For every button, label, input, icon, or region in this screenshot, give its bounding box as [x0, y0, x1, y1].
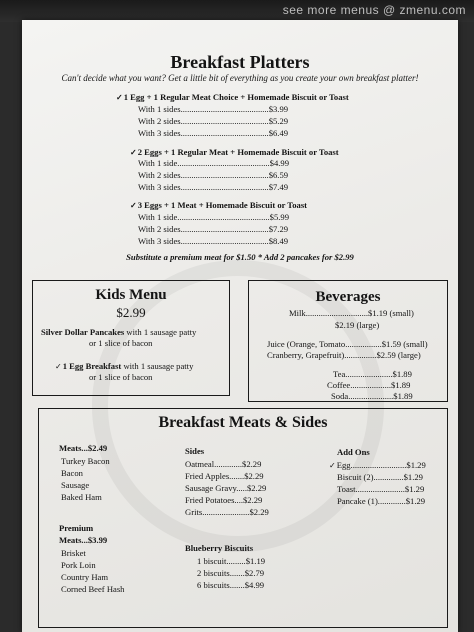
addons-heading: Add Ons — [337, 447, 370, 457]
platter-heading-2: ✓2 Eggs + 1 Regular Meat + Homemade Biscuit or Toast — [130, 147, 339, 157]
beverage-tea: Tea......................$1.89 — [333, 369, 412, 379]
checkmark-icon: ✓ — [130, 148, 137, 157]
checkmark-icon: ✓ — [55, 362, 62, 371]
kids-item-1-option: or 1 slice of bacon — [89, 338, 153, 348]
premium-heading: Premium — [59, 523, 94, 533]
beverage-coffee: Coffee...................$1.89 — [327, 380, 411, 390]
platter-option: With 1 side...........................................$4.99 — [138, 158, 289, 168]
platter-option: With 3 sides.........................................$6.49 — [138, 128, 289, 138]
biscuit-item: 6 biscuits.......$4.99 — [197, 580, 265, 590]
side-item: Oatmeal.............$2.29 — [185, 459, 262, 469]
beverages-title: Beverages — [315, 289, 381, 305]
menu-page — [22, 20, 458, 632]
beverage-milk-large: $2.19 (large) — [335, 320, 380, 330]
side-item: Fried Apples.......$2.29 — [185, 471, 264, 481]
platter-option: With 3 sides.........................................$7.49 — [138, 182, 289, 192]
kids-item-1: Silver Dollar Pancakes with 1 sausage patty — [41, 327, 197, 337]
beverages-box — [248, 280, 448, 402]
meats-heading: Meats...$2.49 — [59, 443, 108, 453]
side-item: Fried Potatoes....$2.29 — [185, 495, 263, 505]
platter-heading-1: ✓1 Egg + 1 Regular Meat Choice + Homemade Biscuit or Toast — [116, 92, 349, 102]
premium-item: Corned Beef Hash — [61, 584, 125, 594]
platter-heading-3: ✓3 Eggs + 1 Meat + Homemade Biscuit or Toast — [130, 200, 308, 210]
checkmark-icon: ✓ — [329, 461, 336, 470]
platter-option: With 3 sides.........................................$8.49 — [138, 236, 289, 246]
addon-item: Biscuit (2)..............$1.29 — [337, 472, 423, 482]
biscuits-heading: Blueberry Biscuits — [185, 543, 254, 553]
platter-option: With 1 sides.........................................$3.99 — [138, 104, 289, 114]
meat-item: Turkey Bacon — [61, 456, 110, 466]
platters-note: Substitute a premium meat for $1.50 * Add 2 pancakes for $2.99 — [126, 252, 354, 262]
checkmark-icon: ✓ — [116, 93, 123, 102]
meats-sides-title: Breakfast Meats & Sides — [158, 414, 328, 431]
top-bar — [0, 0, 474, 22]
beverage-juice: Juice (Orange, Tomato.................$1.59 (small) — [267, 339, 428, 349]
sides-heading: Sides — [185, 446, 205, 456]
addon-item: ✓Egg..........................$1.29 — [329, 460, 426, 470]
kids-item-2: ✓1 Egg Breakfast with 1 sausage patty — [55, 361, 194, 371]
watermark: see more menus @ zmenu.com — [282, 3, 466, 17]
biscuit-item: 2 biscuits.......$2.79 — [197, 568, 265, 578]
meat-item: Sausage — [61, 480, 90, 490]
beverage-milk: Milk.............................$1.19 (small) — [289, 308, 414, 318]
platter-option: With 2 sides.........................................$7.29 — [138, 224, 289, 234]
side-item: Grits......................$2.29 — [185, 507, 269, 517]
premium-item: Pork Loin — [61, 560, 96, 570]
beverage-cranberry: Cranberry, Grapefruit)...............$2.59 (large) — [267, 350, 421, 360]
addon-item: Pancake (1).............$1.29 — [337, 496, 426, 506]
platter-option: With 2 sides.........................................$6.59 — [138, 170, 289, 180]
premium-heading-price: Meats...$3.99 — [59, 535, 108, 545]
platter-option: With 1 side...........................................$5.99 — [138, 212, 289, 222]
kids-item-2-option: or 1 slice of bacon — [89, 372, 153, 382]
platters-title: Breakfast Platters — [170, 52, 310, 72]
premium-item: Brisket — [61, 548, 86, 558]
platters-subtitle: Can't decide what you want? Get a little bit of everything as you create your own breakfast platter! — [61, 73, 419, 83]
side-item: Sausage Gravy.....$2.29 — [185, 483, 267, 493]
beverage-soda: Soda.....................$1.89 — [331, 391, 413, 401]
biscuit-item: 1 biscuit.........$1.19 — [197, 556, 266, 566]
meat-item: Baked Ham — [61, 492, 102, 502]
platter-option: With 2 sides.........................................$5.29 — [138, 116, 289, 126]
checkmark-icon: ✓ — [130, 201, 137, 210]
meat-item: Bacon — [61, 468, 83, 478]
premium-item: Country Ham — [61, 572, 109, 582]
meats-sides-box — [38, 408, 448, 628]
kids-menu-price: $2.99 — [116, 305, 146, 320]
kids-menu-box — [32, 280, 230, 396]
kids-menu-title: Kids Menu — [95, 287, 167, 303]
addon-item: Toast.......................$1.29 — [337, 484, 425, 494]
